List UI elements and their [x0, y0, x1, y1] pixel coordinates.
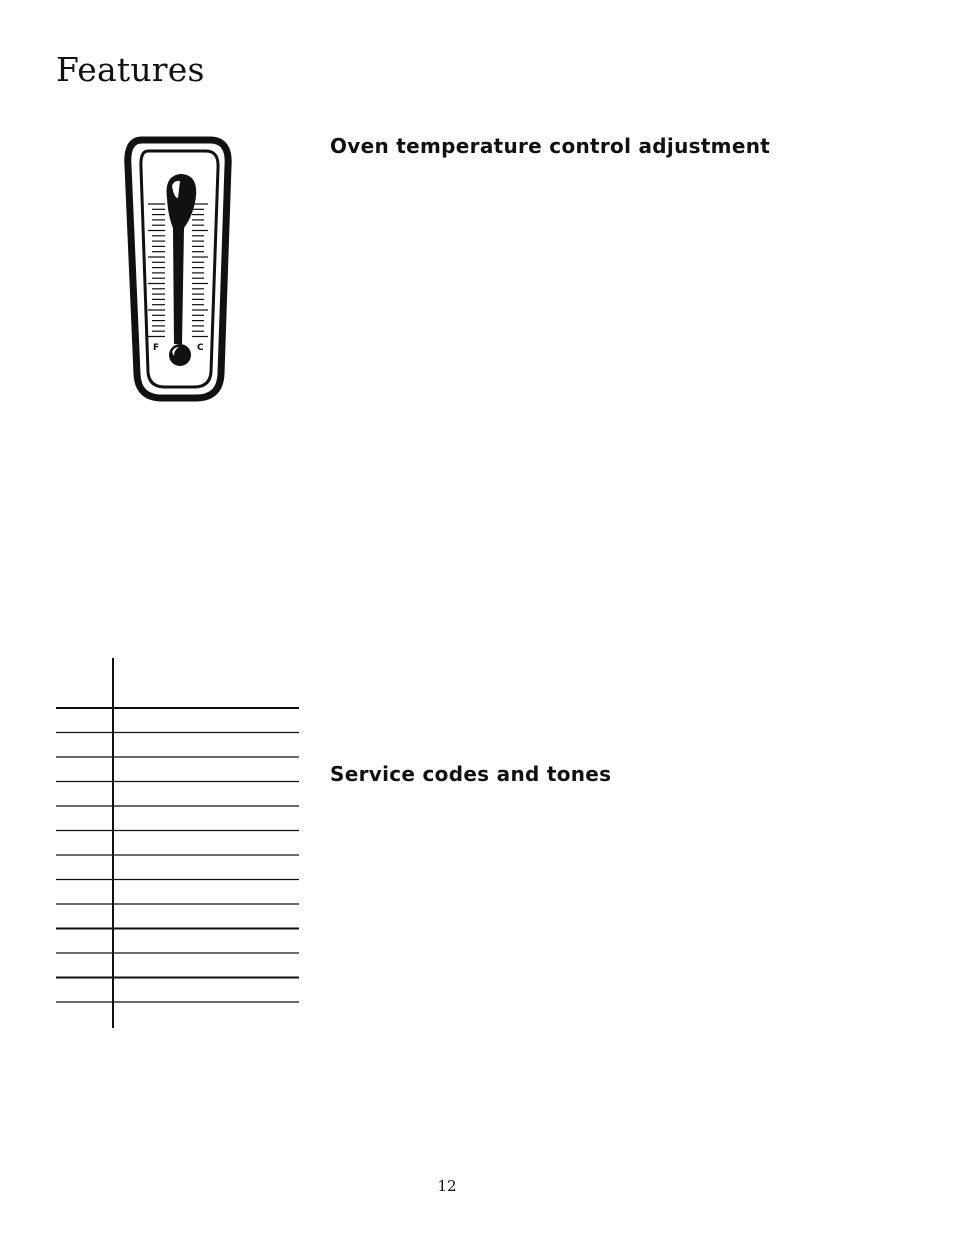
- section-heading-service-codes: Service codes and tones: [330, 762, 612, 786]
- pointer-bulb: [169, 344, 191, 366]
- fahrenheit-label: F: [153, 343, 160, 353]
- service-code-table-grid: [56, 658, 300, 1028]
- page-number: 12: [437, 1177, 457, 1195]
- celsius-label: C: [197, 343, 204, 353]
- service-code-table: [56, 658, 300, 1028]
- thermometer-icon: [122, 136, 234, 402]
- page-title: Features: [56, 50, 205, 89]
- thermometer-illustration: [122, 136, 234, 402]
- section-heading-oven-temperature: Oven temperature control adjustment: [330, 134, 771, 158]
